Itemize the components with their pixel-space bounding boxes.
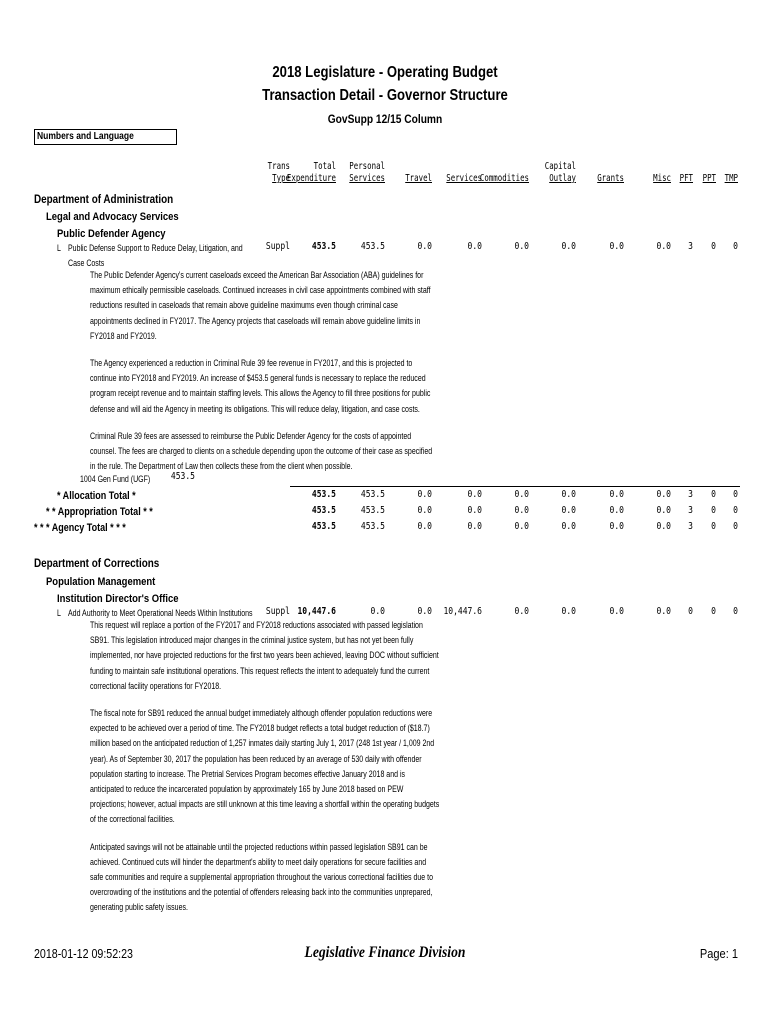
column-header-line1: Capital <box>544 161 576 172</box>
footer-page-number: Page: 1 <box>699 946 738 961</box>
amount-cell: 0.0 <box>609 521 624 532</box>
amount-cell: 0.0 <box>417 241 432 252</box>
transaction-title-cont: Case Costs <box>68 258 105 268</box>
amount-cell: 0.0 <box>609 489 624 500</box>
column-header-line2: PPT <box>702 173 716 184</box>
amount-cell: 3 <box>688 505 693 516</box>
amount-cell: 0.0 <box>417 505 432 516</box>
trans-type-cell: Suppl <box>265 241 290 252</box>
amount-cell: 453.5 <box>360 241 385 252</box>
amount-cell: 0.0 <box>561 606 576 617</box>
amount-cell: 0.0 <box>561 505 576 516</box>
amount-cell: 3 <box>688 521 693 532</box>
transaction-description <box>90 618 439 928</box>
report-title-2: Transaction Detail - Governor Structure <box>262 87 508 104</box>
column-header-line2: Misc <box>653 173 671 184</box>
amount-cell: 453.5 <box>360 505 385 516</box>
amount-cell: 0.0 <box>561 241 576 252</box>
amount-cell: 0.0 <box>467 505 482 516</box>
column-header-line2: TMP <box>724 173 738 184</box>
total-label: * * Appropriation Total * * <box>46 506 153 518</box>
amount-cell: 0 <box>711 489 716 500</box>
amount-cell: 0.0 <box>561 489 576 500</box>
amount-cell: 0.0 <box>514 489 529 500</box>
column-header-line2: Grants <box>597 173 624 184</box>
amount-cell: 0 <box>733 521 738 532</box>
amount-cell: 0.0 <box>656 489 671 500</box>
total-label: * Allocation Total * <box>57 490 136 502</box>
transaction-title: Public Defense Support to Reduce Delay, Litigation, and <box>68 243 243 253</box>
amount-cell: 0 <box>711 606 716 617</box>
amount-cell: 0.0 <box>609 606 624 617</box>
column-header-line1: Personal <box>349 161 385 172</box>
description-paragraph: Anticipated savings will not be attainable until the projected reductions within passed legislation SB91 can be achieved. Continued cuts will hinder the department's ability to meet daily operations for secure facilities and safe communities and require a supplemental appropriation throughout the various correctional facilities due to overcrowding of the institutions and the potential of offenders releasing back into the communities unprepared, generating public safety issues. <box>90 841 434 913</box>
amount-cell: 0.0 <box>467 521 482 532</box>
amount-cell: 0.0 <box>467 241 482 252</box>
amount-cell: 0.0 <box>656 505 671 516</box>
description-paragraph: The Agency experienced a reduction in Criminal Rule 39 fee revenue in FY2017, and this is projected to continue into FY2018 and FY2019. An increase of $453.5 general funds is necessary to replace the reduced program receipt revenue and to maintain staffing levels. This allows the Agency to fill three positions for public defense and will aid the Agency in meeting its obligations. This will reduce delay, litigation, and case costs. <box>90 358 431 414</box>
amount-cell: 0 <box>733 606 738 617</box>
amount-cell: 453.5 <box>360 489 385 500</box>
column-header-line2: Type <box>272 173 290 184</box>
amount-cell: 0.0 <box>467 489 482 500</box>
transaction-marker: L <box>57 243 61 253</box>
footer-division: Legislative Finance Division <box>304 944 466 961</box>
column-header <box>676 161 738 185</box>
column-header-line2: Travel <box>405 173 432 184</box>
trans-type-cell: Suppl <box>265 606 290 617</box>
column-header-line2: Services <box>446 173 482 184</box>
fund-source-label: 1004 Gen Fund (UGF) <box>80 474 151 484</box>
footer-timestamp: 2018-01-12 09:52:23 <box>34 946 133 961</box>
transaction-marker: L <box>57 608 61 618</box>
amount-cell: 453.5 <box>311 521 336 532</box>
total-label: * * * Agency Total * * * <box>34 522 126 534</box>
amount-cell: 0 <box>688 606 693 617</box>
amount-cell: 0 <box>733 489 738 500</box>
allocation-heading: Public Defender Agency <box>57 228 166 240</box>
column-header-line2: Expenditure <box>286 173 336 184</box>
column-header-line2: Services <box>349 173 385 184</box>
amount-cell: 0.0 <box>561 521 576 532</box>
amount-cell: 0.0 <box>370 606 385 617</box>
amount-cell: 453.5 <box>360 521 385 532</box>
department-heading: Department of Corrections <box>34 558 160 570</box>
amount-cell: 453.5 <box>311 489 336 500</box>
amount-cell: 453.5 <box>311 241 336 252</box>
amount-cell: 0.0 <box>417 606 432 617</box>
transaction-title: Add Authority to Meet Operational Needs Within Institutions <box>68 608 253 618</box>
description-paragraph: This request will replace a portion of the FY2017 and FY2018 reductions associated with passed legislation SB91. This legislation introduced major changes in the criminal justice system, but has not yet been fully implemented, nor have projected reductions for the first two years been achieved, leaving DOC without sufficient funding to maintain safe institutional operations. This request reflects the intent to adequately fund the current correctional facility operations for FY2018. <box>90 620 439 691</box>
amount-cell: 0.0 <box>514 241 529 252</box>
scenario-label: Numbers and Language <box>37 131 134 142</box>
amount-cell: 10,447.6 <box>443 606 482 617</box>
allocation-heading: Institution Director's Office <box>57 593 179 605</box>
column-header-line2: PFT <box>679 173 693 184</box>
amount-cell: 0 <box>711 521 716 532</box>
amount-cell: 453.5 <box>311 505 336 516</box>
description-paragraph: The fiscal note for SB91 reduced the annual budget immediately although offender population reductions were expected to be achieved over a period of time. The FY2018 budget reflects a total budget reduction of ($18.7) million based on the anticipated reduction of 1,257 inmates daily starting July 1, 2017 (248 1st year / 1,009 2nd year). As of September 30, 2017 the population has been reduced by an average of 530 daily with offender population starting to increase. The Pretrial Services Program becomes effective January 2018 and is anticipated to reduce the incarcerated population by approximately 165 by June 2018 based on PEW projections; however, actual impacts are still unknown at this time leaving a shortfall within the operating budgets of the correctional facilities. <box>90 708 440 825</box>
column-header-line1: Total <box>313 161 336 172</box>
amount-cell: 3 <box>688 489 693 500</box>
amount-cell: 0.0 <box>656 241 671 252</box>
amount-cell: 0.0 <box>417 521 432 532</box>
appropriation-heading: Population Management <box>46 576 156 588</box>
amount-cell: 0.0 <box>656 521 671 532</box>
department-heading: Department of Administration <box>34 194 174 206</box>
report-subtitle: GovSupp 12/15 Column <box>327 112 443 126</box>
amount-cell: 0 <box>711 241 716 252</box>
totals-rule <box>290 486 740 487</box>
amount-cell: 0.0 <box>417 489 432 500</box>
transaction-description <box>90 268 437 486</box>
report-title-1: 2018 Legislature - Operating Budget <box>272 64 498 81</box>
fund-source-amount: 453.5 <box>170 471 195 482</box>
amount-cell: 0.0 <box>609 241 624 252</box>
amount-cell: 10,447.6 <box>297 606 336 617</box>
amount-cell: 3 <box>688 241 693 252</box>
amount-cell: 0.0 <box>656 606 671 617</box>
amount-cell: 0.0 <box>514 505 529 516</box>
column-header-line1 <box>676 161 738 173</box>
column-header-line2: Commodities <box>479 173 529 184</box>
column-header-line1: Trans <box>267 161 290 172</box>
description-paragraph: Criminal Rule 39 fees are assessed to reimburse the Public Defender Agency for the costs of appointed counsel. The fees are charged to clients on a schedule depending upon the outcome of their case as specified in the rule. The Department of Law then collects these from the client when possible. <box>90 430 433 472</box>
amount-cell: 0 <box>711 505 716 516</box>
amount-cell: 0.0 <box>514 606 529 617</box>
scenario-box <box>34 129 177 145</box>
amount-cell: 0 <box>733 241 738 252</box>
column-header-line2: Outlay <box>549 173 576 184</box>
appropriation-heading: Legal and Advocacy Services <box>46 211 179 223</box>
amount-cell: 0 <box>733 505 738 516</box>
amount-cell: 0.0 <box>609 505 624 516</box>
description-paragraph: The Public Defender Agency's current caseloads exceed the American Bar Association (ABA) guidelines for maximum ethically permissible caseloads. Continued increases in civil case appointments combined with staff reductions resulted in caseloads that remain above guideline maximums even though criminal case appointments declined in FY2017. The Agency projects that caseloads will remain above guideline limits in FY2018 and FY2019. <box>90 270 431 341</box>
amount-cell: 0.0 <box>514 521 529 532</box>
